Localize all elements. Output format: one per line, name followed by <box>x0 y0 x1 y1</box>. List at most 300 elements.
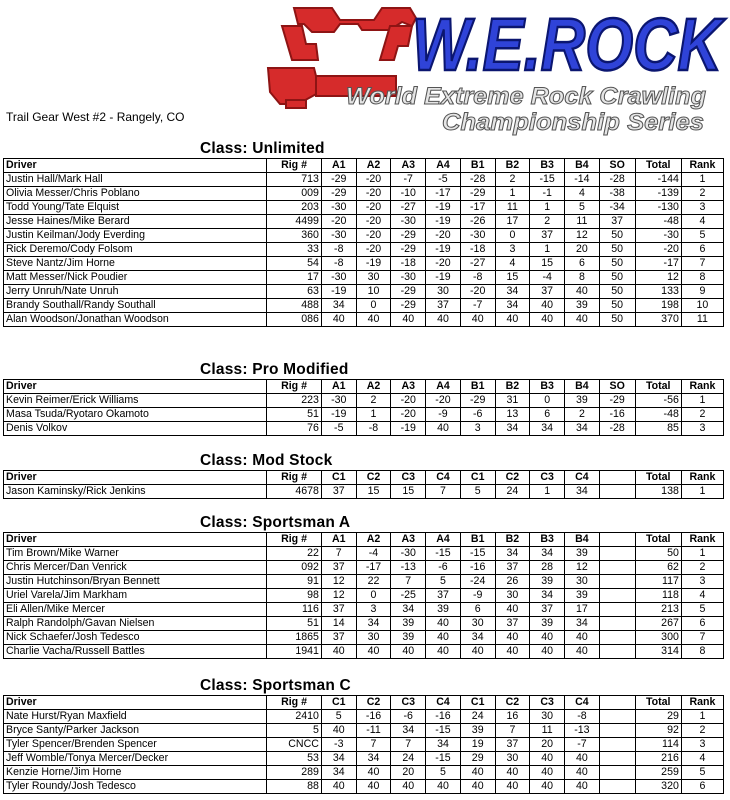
total-cell: 198 <box>635 299 681 313</box>
driver-cell: Tim Brown/Mike Warner <box>4 547 267 561</box>
score-cell: -20 <box>426 257 461 271</box>
score-cell: 3 <box>495 243 530 257</box>
score-cell: 1 <box>530 201 565 215</box>
rank-cell: 5 <box>681 766 723 780</box>
score-cell: 40 <box>565 752 600 766</box>
score-cell: -30 <box>321 394 356 408</box>
score-cell: -17 <box>426 187 461 201</box>
rank-cell: 2 <box>681 724 723 738</box>
score-cell: -20 <box>460 285 495 299</box>
score-cell: -19 <box>426 201 461 215</box>
score-cell: 34 <box>565 485 600 499</box>
table-header-row <box>4 159 724 173</box>
score-cell: 2 <box>530 215 565 229</box>
class-title: Class: Unlimited <box>200 140 325 157</box>
rig-cell: 488 <box>267 299 322 313</box>
total-cell: 138 <box>635 485 681 499</box>
rank-cell: 8 <box>681 645 723 659</box>
score-cell: -24 <box>460 575 495 589</box>
score-cell: -30 <box>321 271 356 285</box>
score-cell <box>599 710 635 724</box>
score-cell: 8 <box>565 271 600 285</box>
rig-cell: 91 <box>267 575 322 589</box>
column-header: Rank <box>681 159 723 173</box>
driver-cell: Jason Kaminsky/Rick Jenkins <box>4 485 267 499</box>
score-cell: 40 <box>460 780 495 794</box>
score-cell: 30 <box>530 710 565 724</box>
event-title: Trail Gear West #2 - Rangely, CO <box>6 110 185 124</box>
driver-cell: Tyler Spencer/Brenden Spencer <box>4 738 267 752</box>
column-header <box>599 696 635 710</box>
score-cell: -10 <box>391 187 426 201</box>
score-cell: -29 <box>391 285 426 299</box>
score-cell: 5 <box>426 766 461 780</box>
score-cell: -30 <box>321 229 356 243</box>
column-header: A4 <box>426 380 461 394</box>
column-header: A3 <box>391 533 426 547</box>
class-section <box>0 514 730 659</box>
score-cell: 5 <box>321 710 356 724</box>
total-cell: -130 <box>635 201 681 215</box>
rank-cell: 9 <box>681 285 723 299</box>
score-cell: 39 <box>565 589 600 603</box>
score-cell: -20 <box>426 394 461 408</box>
score-cell: 40 <box>530 313 565 327</box>
total-cell: 29 <box>635 710 681 724</box>
table-row <box>4 603 724 617</box>
score-cell: 6 <box>460 603 495 617</box>
score-cell: 11 <box>530 724 565 738</box>
results-table <box>3 470 724 499</box>
driver-cell: Jeff Womble/Tonya Mercer/Decker <box>4 752 267 766</box>
table-row <box>4 575 724 589</box>
score-cell: 6 <box>530 408 565 422</box>
score-cell: 24 <box>391 752 426 766</box>
table-row <box>4 313 724 327</box>
we-rock-logo <box>262 0 730 136</box>
score-cell: -27 <box>460 257 495 271</box>
table-row <box>4 271 724 285</box>
total-cell: 314 <box>635 645 681 659</box>
column-header: C4 <box>565 471 600 485</box>
total-cell: -144 <box>635 173 681 187</box>
score-cell: 30 <box>565 575 600 589</box>
score-cell: -29 <box>460 187 495 201</box>
score-cell <box>599 575 635 589</box>
score-cell: -19 <box>426 215 461 229</box>
score-cell: 39 <box>565 299 600 313</box>
driver-cell: Kevin Reimer/Erick Williams <box>4 394 267 408</box>
score-cell: 24 <box>495 485 530 499</box>
class-title: Class: Sportsman A <box>200 514 351 531</box>
class-title: Class: Mod Stock <box>200 452 333 469</box>
table-row <box>4 187 724 201</box>
score-cell: 37 <box>530 229 565 243</box>
score-cell: 37 <box>321 603 356 617</box>
score-cell: 40 <box>495 631 530 645</box>
score-cell: 1 <box>356 408 391 422</box>
score-cell: -28 <box>460 173 495 187</box>
column-header: A1 <box>321 159 356 173</box>
rig-cell: 2410 <box>267 710 322 724</box>
rig-cell: 51 <box>267 408 322 422</box>
score-cell: -20 <box>356 173 391 187</box>
svg-text:World Extreme Rock Crawling: World Extreme Rock Crawling <box>346 83 707 110</box>
table-header-row <box>4 471 724 485</box>
score-cell: 34 <box>460 631 495 645</box>
score-cell: 16 <box>495 710 530 724</box>
column-header <box>599 533 635 547</box>
score-cell: 39 <box>391 631 426 645</box>
logo-title <box>412 3 726 86</box>
table-row <box>4 710 724 724</box>
score-cell: 24 <box>460 710 495 724</box>
score-cell: -15 <box>426 752 461 766</box>
score-cell: 7 <box>321 547 356 561</box>
table-row <box>4 645 724 659</box>
rig-cell: 009 <box>267 187 322 201</box>
driver-cell: Uriel Varela/Jim Markham <box>4 589 267 603</box>
score-cell: -29 <box>391 299 426 313</box>
score-cell: -25 <box>391 589 426 603</box>
score-cell: -34 <box>599 201 635 215</box>
driver-cell: Nick Schaefer/Josh Tedesco <box>4 631 267 645</box>
table-row <box>4 724 724 738</box>
score-cell: 40 <box>495 766 530 780</box>
total-cell: 50 <box>635 547 681 561</box>
score-cell: 20 <box>391 766 426 780</box>
score-cell: -4 <box>356 547 391 561</box>
column-header: B2 <box>495 533 530 547</box>
score-cell: 37 <box>426 299 461 313</box>
class-section <box>0 452 730 499</box>
class-title: Class: Pro Modified <box>200 361 349 378</box>
score-cell: 5 <box>426 575 461 589</box>
score-cell: 40 <box>460 645 495 659</box>
column-header: Driver <box>4 159 267 173</box>
rank-cell: 6 <box>681 617 723 631</box>
score-cell: -16 <box>460 561 495 575</box>
driver-cell: Denis Volkov <box>4 422 267 436</box>
column-header: A3 <box>391 380 426 394</box>
score-cell: -20 <box>356 243 391 257</box>
rig-cell: 1865 <box>267 631 322 645</box>
rig-cell: 54 <box>267 257 322 271</box>
score-cell: 40 <box>321 313 356 327</box>
driver-cell: Jesse Haines/Mike Berard <box>4 215 267 229</box>
score-cell <box>599 603 635 617</box>
score-cell: -3 <box>321 738 356 752</box>
column-header: Rank <box>681 471 723 485</box>
column-header: C1 <box>321 471 356 485</box>
class-section <box>0 140 730 327</box>
logo-tagline <box>346 83 706 136</box>
rank-cell: 6 <box>681 243 723 257</box>
score-cell: 17 <box>565 603 600 617</box>
results-table <box>3 158 724 327</box>
score-cell: 37 <box>495 738 530 752</box>
table-row <box>4 766 724 780</box>
score-cell: 39 <box>391 617 426 631</box>
score-cell: -8 <box>565 710 600 724</box>
rig-cell: 53 <box>267 752 322 766</box>
total-cell: 133 <box>635 285 681 299</box>
rig-cell: 203 <box>267 201 322 215</box>
score-cell: 34 <box>530 422 565 436</box>
column-header: Rank <box>681 380 723 394</box>
driver-cell: Ralph Randolph/Gavan Nielsen <box>4 617 267 631</box>
total-cell: -48 <box>635 408 681 422</box>
rank-cell: 4 <box>681 589 723 603</box>
score-cell: -30 <box>391 547 426 561</box>
column-header: Rig # <box>267 471 322 485</box>
rig-cell: 4499 <box>267 215 322 229</box>
driver-cell: Bryce Santy/Parker Jackson <box>4 724 267 738</box>
score-cell: 20 <box>565 243 600 257</box>
score-cell: -19 <box>391 422 426 436</box>
rig-cell: 092 <box>267 561 322 575</box>
score-cell: 12 <box>321 589 356 603</box>
column-header: C2 <box>356 696 391 710</box>
score-cell: 37 <box>495 561 530 575</box>
score-cell: 40 <box>356 645 391 659</box>
rank-cell: 4 <box>681 215 723 229</box>
score-cell: 40 <box>565 766 600 780</box>
table-header-row <box>4 380 724 394</box>
score-cell: 12 <box>565 561 600 575</box>
rank-cell: 5 <box>681 229 723 243</box>
score-cell: -9 <box>460 589 495 603</box>
score-cell: -13 <box>391 561 426 575</box>
score-cell: -27 <box>391 201 426 215</box>
score-cell: -20 <box>391 408 426 422</box>
driver-cell: Todd Young/Tate Elquist <box>4 201 267 215</box>
score-cell: -30 <box>460 229 495 243</box>
rig-cell: CNCC <box>267 738 322 752</box>
driver-cell: Masa Tsuda/Ryotaro Okamoto <box>4 408 267 422</box>
score-cell: 22 <box>356 575 391 589</box>
score-cell: 50 <box>599 257 635 271</box>
score-cell: 40 <box>565 285 600 299</box>
column-header: C2 <box>356 471 391 485</box>
score-cell: 12 <box>565 229 600 243</box>
total-cell: 213 <box>635 603 681 617</box>
score-cell: -7 <box>391 173 426 187</box>
rank-cell: 1 <box>681 173 723 187</box>
score-cell: 40 <box>356 780 391 794</box>
results-table <box>3 379 724 436</box>
score-cell: -19 <box>321 285 356 299</box>
rig-cell: 33 <box>267 243 322 257</box>
table-row <box>4 631 724 645</box>
score-cell: 4 <box>495 257 530 271</box>
score-cell: 11 <box>495 201 530 215</box>
score-cell: 40 <box>495 603 530 617</box>
score-cell: 30 <box>460 617 495 631</box>
table-row <box>4 752 724 766</box>
score-cell: 40 <box>426 617 461 631</box>
score-cell: -20 <box>426 229 461 243</box>
results-table <box>3 695 724 794</box>
score-cell: -8 <box>460 271 495 285</box>
score-cell: -11 <box>356 724 391 738</box>
driver-cell: Nate Hurst/Ryan Maxfield <box>4 710 267 724</box>
rig-cell: 713 <box>267 173 322 187</box>
column-header: C2 <box>495 471 530 485</box>
score-cell: 40 <box>391 645 426 659</box>
column-header: Driver <box>4 380 267 394</box>
score-cell: 37 <box>321 485 356 499</box>
table-row <box>4 257 724 271</box>
score-cell: 50 <box>599 299 635 313</box>
column-header: B2 <box>495 159 530 173</box>
column-header <box>599 471 635 485</box>
score-cell: 0 <box>356 589 391 603</box>
score-cell: 10 <box>356 285 391 299</box>
score-cell: -20 <box>356 201 391 215</box>
table-row <box>4 394 724 408</box>
svg-text:W.E.ROCK: W.E.ROCK <box>412 3 726 86</box>
score-cell: -30 <box>321 201 356 215</box>
score-cell: 40 <box>356 766 391 780</box>
score-cell: 34 <box>530 547 565 561</box>
column-header: B4 <box>565 159 600 173</box>
column-header: C4 <box>426 696 461 710</box>
rank-cell: 10 <box>681 299 723 313</box>
score-cell: 0 <box>530 394 565 408</box>
table-row <box>4 617 724 631</box>
score-cell: -29 <box>599 394 635 408</box>
total-cell: 300 <box>635 631 681 645</box>
score-cell: 29 <box>460 752 495 766</box>
rig-cell: 360 <box>267 229 322 243</box>
score-cell: 40 <box>565 780 600 794</box>
total-cell: 370 <box>635 313 681 327</box>
column-header: Total <box>635 471 681 485</box>
score-cell: 50 <box>599 271 635 285</box>
total-cell: 114 <box>635 738 681 752</box>
rig-cell: 98 <box>267 589 322 603</box>
total-cell: 320 <box>635 780 681 794</box>
score-cell: 6 <box>565 257 600 271</box>
column-header: B3 <box>530 380 565 394</box>
rig-cell: 223 <box>267 394 322 408</box>
score-cell: -8 <box>321 243 356 257</box>
driver-cell: Rick Deremo/Cody Folsom <box>4 243 267 257</box>
total-cell: 12 <box>635 271 681 285</box>
column-header: C4 <box>426 471 461 485</box>
rank-cell: 1 <box>681 710 723 724</box>
score-cell: -17 <box>460 201 495 215</box>
rig-cell: 4678 <box>267 485 322 499</box>
score-cell: 40 <box>426 780 461 794</box>
score-cell: -15 <box>426 547 461 561</box>
score-cell: 4 <box>565 187 600 201</box>
score-cell: -1 <box>530 187 565 201</box>
score-cell: 50 <box>599 243 635 257</box>
driver-cell: Steve Nantz/Jim Horne <box>4 257 267 271</box>
rank-cell: 2 <box>681 187 723 201</box>
column-header: Rank <box>681 533 723 547</box>
score-cell: 0 <box>495 229 530 243</box>
total-cell: 259 <box>635 766 681 780</box>
score-cell: -29 <box>391 229 426 243</box>
table-row <box>4 201 724 215</box>
column-header: Total <box>635 696 681 710</box>
table-row <box>4 243 724 257</box>
score-cell: 40 <box>565 645 600 659</box>
column-header: C1 <box>460 471 495 485</box>
score-cell: 13 <box>495 408 530 422</box>
score-cell: 34 <box>495 547 530 561</box>
score-cell: -29 <box>460 394 495 408</box>
column-header: SO <box>599 380 635 394</box>
column-header: B1 <box>460 159 495 173</box>
table-row <box>4 780 724 794</box>
rank-cell: 3 <box>681 575 723 589</box>
score-cell: 34 <box>391 603 426 617</box>
score-cell: -16 <box>599 408 635 422</box>
score-cell: 40 <box>565 313 600 327</box>
total-cell: 267 <box>635 617 681 631</box>
score-cell: 40 <box>321 724 356 738</box>
score-cell: 40 <box>495 645 530 659</box>
score-cell: 40 <box>426 645 461 659</box>
rig-cell: 5 <box>267 724 322 738</box>
column-header: A1 <box>321 533 356 547</box>
score-cell: 39 <box>530 617 565 631</box>
score-cell <box>599 738 635 752</box>
total-cell: 118 <box>635 589 681 603</box>
column-header: A4 <box>426 159 461 173</box>
score-cell: 7 <box>426 485 461 499</box>
rank-cell: 5 <box>681 603 723 617</box>
score-cell: 30 <box>426 285 461 299</box>
total-cell: -48 <box>635 215 681 229</box>
column-header: Total <box>635 159 681 173</box>
table-row <box>4 299 724 313</box>
table-row <box>4 485 724 499</box>
score-cell: 40 <box>321 780 356 794</box>
table-header-row <box>4 533 724 547</box>
column-header: Rig # <box>267 533 322 547</box>
score-cell: 30 <box>356 631 391 645</box>
column-header: A2 <box>356 533 391 547</box>
total-cell: -17 <box>635 257 681 271</box>
driver-cell: Charlie Vacha/Russell Battles <box>4 645 267 659</box>
score-cell: 2 <box>495 173 530 187</box>
score-cell: -7 <box>460 299 495 313</box>
column-header: B1 <box>460 380 495 394</box>
score-cell: 34 <box>391 724 426 738</box>
column-header: Rank <box>681 696 723 710</box>
score-cell: 40 <box>426 313 461 327</box>
score-cell: 7 <box>495 724 530 738</box>
score-cell: -5 <box>426 173 461 187</box>
score-cell: -18 <box>391 257 426 271</box>
score-cell: 2 <box>565 408 600 422</box>
score-cell: 3 <box>356 603 391 617</box>
score-cell: 37 <box>495 617 530 631</box>
column-header: B2 <box>495 380 530 394</box>
rig-cell: 76 <box>267 422 322 436</box>
column-header: C3 <box>530 696 565 710</box>
score-cell: 34 <box>356 617 391 631</box>
score-cell: -29 <box>321 173 356 187</box>
score-cell: -16 <box>356 710 391 724</box>
score-cell <box>599 724 635 738</box>
score-cell <box>599 547 635 561</box>
